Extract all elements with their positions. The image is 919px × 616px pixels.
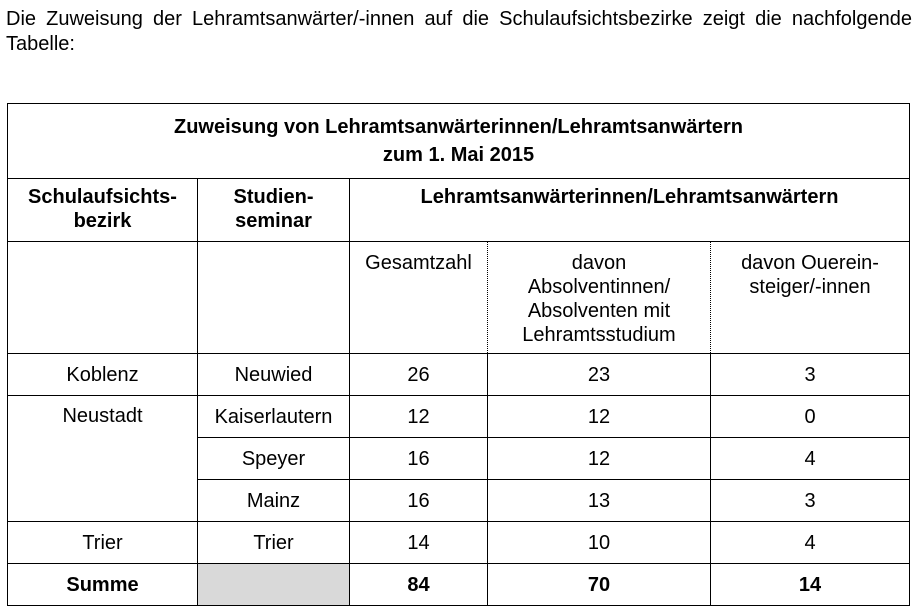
subheader-empty-seminar <box>198 242 350 354</box>
header-seminar: Studien- seminar <box>198 179 350 242</box>
cell-absolventen: 12 <box>488 396 711 438</box>
cell-absolventen: 10 <box>488 522 711 564</box>
header-row <box>8 179 910 242</box>
sum-gesamt: 84 <box>350 564 488 606</box>
cell-bezirk: Trier <box>8 522 198 564</box>
subheader-gesamt: Gesamtzahl <box>350 242 488 354</box>
intro-paragraph: Die Zuweisung der Lehramtsanwärter/-innen auf die Schulaufsichtsbezirke zeigt die nachfolgende Tabelle: <box>6 8 912 55</box>
header-group: Lehramtsanwärterinnen/Lehramtsanwärtern <box>350 179 910 242</box>
cell-gesamt: 26 <box>350 354 488 396</box>
subheader-row <box>8 242 910 354</box>
sum-empty-grey-cell <box>198 564 350 606</box>
sum-row <box>8 564 910 606</box>
sum-label: Summe <box>8 564 198 606</box>
cell-seminar: Speyer <box>198 438 350 480</box>
table-title-line1: Zuweisung von Lehramtsanwärterinnen/Lehramtsanwärtern <box>174 116 744 138</box>
subheader-empty-bezirk <box>8 242 198 354</box>
cell-quereinsteiger: 4 <box>711 438 910 480</box>
cell-bezirk: Neustadt <box>8 396 198 522</box>
subheader-quereinsteiger: davon Ouerein- steiger/-innen <box>711 242 910 354</box>
table-title-line2: zum 1. Mai 2015 <box>382 144 535 166</box>
cell-gesamt: 14 <box>350 522 488 564</box>
table-row <box>8 354 910 396</box>
cell-seminar: Neuwied <box>198 354 350 396</box>
assignment-table <box>7 103 910 606</box>
cell-seminar: Kaiserlautern <box>198 396 350 438</box>
table-title-row <box>8 104 910 179</box>
cell-quereinsteiger: 0 <box>711 396 910 438</box>
cell-absolventen: 23 <box>488 354 711 396</box>
subheader-absolventen: davon Absolventinnen/ Absolventen mit Lehramtsstudium <box>488 242 711 354</box>
cell-gesamt: 16 <box>350 438 488 480</box>
cell-gesamt: 16 <box>350 480 488 522</box>
cell-quereinsteiger: 3 <box>711 480 910 522</box>
cell-quereinsteiger: 3 <box>711 354 910 396</box>
sum-absolventen: 70 <box>488 564 711 606</box>
cell-seminar: Trier <box>198 522 350 564</box>
table-row <box>8 396 910 438</box>
sum-quereinsteiger: 14 <box>711 564 910 606</box>
cell-gesamt: 12 <box>350 396 488 438</box>
cell-quereinsteiger: 4 <box>711 522 910 564</box>
cell-absolventen: 12 <box>488 438 711 480</box>
header-bezirk: Schulaufsichts- bezirk <box>8 179 198 242</box>
table-row <box>8 522 910 564</box>
cell-seminar: Mainz <box>198 480 350 522</box>
cell-absolventen: 13 <box>488 480 711 522</box>
table-title <box>8 104 910 179</box>
cell-bezirk: Koblenz <box>8 354 198 396</box>
